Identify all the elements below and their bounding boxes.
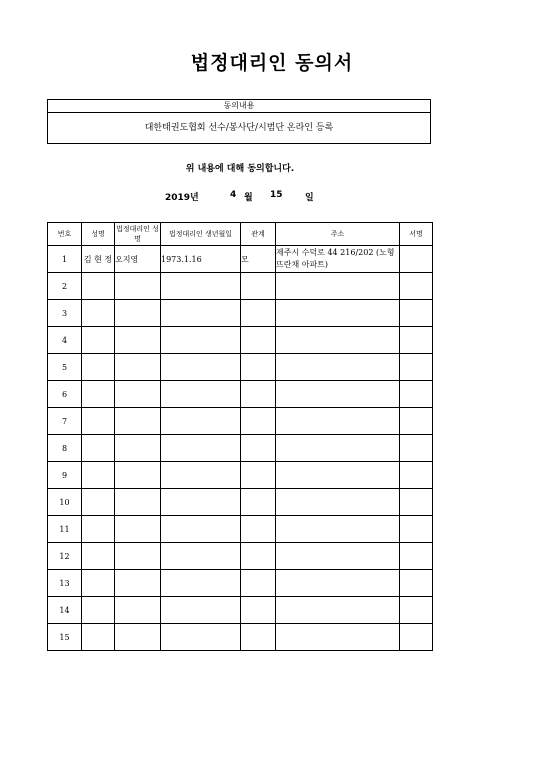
student-name-cell [82,435,115,462]
row-number-cell: 12 [48,543,82,570]
relation-cell [241,300,276,327]
relation-cell [241,489,276,516]
guardian-birthdate-cell [161,300,241,327]
address-cell [276,327,400,354]
guardian-birthdate-cell [161,435,241,462]
student-name-cell: 김 현 정 [82,246,115,273]
guardian-name-cell [115,381,161,408]
address-cell [276,354,400,381]
guardian-name-cell [115,435,161,462]
table-row [48,462,433,489]
relation-cell [241,597,276,624]
document-title: 법정대리인 동의서 [190,52,354,74]
row-number-cell: 4 [48,327,82,354]
table-row [48,327,433,354]
signature-cell [400,300,433,327]
guardian-birthdate-cell [161,327,241,354]
guardian-name-cell [115,624,161,651]
signature-cell [400,489,433,516]
table-row [48,624,433,651]
table-row [48,516,433,543]
student-name-cell [82,489,115,516]
row-number-cell: 1 [48,246,82,273]
date-day: 15 [270,190,283,200]
row-number-cell: 15 [48,624,82,651]
guardian-name-cell [115,354,161,381]
guardian-birthdate-cell [161,408,241,435]
signature-cell [400,246,433,273]
relation-cell [241,327,276,354]
consent-box [47,99,431,144]
row-number-cell: 5 [48,354,82,381]
address-cell [276,381,400,408]
guardian-table [47,222,433,651]
address-cell [276,516,400,543]
guardian-name-cell [115,597,161,624]
relation-cell [241,516,276,543]
address-cell [276,273,400,300]
relation-cell [241,570,276,597]
agree-statement: 위 내용에 대해 동의합니다. [185,164,295,174]
row-number-cell: 3 [48,300,82,327]
relation-cell [241,624,276,651]
guardian-name-cell [115,570,161,597]
guardian-name-cell [115,462,161,489]
address-cell [276,408,400,435]
date-day-unit: 일 [305,193,314,203]
guardian-birthdate-cell [161,462,241,489]
table-header-row [48,223,433,246]
guardian-name-cell [115,489,161,516]
signature-cell [400,570,433,597]
date-month: 4 [230,190,237,200]
guardian-birthdate-cell [161,624,241,651]
header-name: 성명 [82,223,115,246]
signature-cell [400,624,433,651]
signature-cell [400,273,433,300]
header-relation: 관계 [241,223,276,246]
row-number-cell: 9 [48,462,82,489]
row-number-cell: 10 [48,489,82,516]
date-month-unit: 월 [244,193,253,203]
student-name-cell [82,462,115,489]
guardian-birthdate-cell [161,273,241,300]
table-row [48,300,433,327]
relation-cell [241,435,276,462]
row-number-cell: 14 [48,597,82,624]
row-number-cell: 6 [48,381,82,408]
address-cell [276,570,400,597]
table-row [48,354,433,381]
relation-cell [241,543,276,570]
header-guardian-birth: 법정대리인 생년월일 [161,223,241,246]
address-cell [276,435,400,462]
signature-cell [400,408,433,435]
guardian-birthdate-cell [161,597,241,624]
guardian-name-cell [115,408,161,435]
table-row [48,435,433,462]
header-address: 주소 [276,223,400,246]
address-cell [276,489,400,516]
table-body [48,246,433,651]
row-number-cell: 8 [48,435,82,462]
guardian-name-cell [115,543,161,570]
table-row [48,597,433,624]
address-cell [276,300,400,327]
row-number-cell: 2 [48,273,82,300]
guardian-birthdate-cell: 1973.1.16 [161,246,241,273]
guardian-birthdate-cell [161,381,241,408]
student-name-cell [82,597,115,624]
table-row [48,273,433,300]
relation-cell [241,273,276,300]
guardian-birthdate-cell [161,570,241,597]
table-row [48,381,433,408]
row-number-cell: 7 [48,408,82,435]
consent-header: 동의내용 [48,100,430,113]
header-signature: 서명 [400,223,433,246]
relation-cell [241,462,276,489]
student-name-cell [82,300,115,327]
date-year: 2019년 [165,193,199,203]
signature-cell [400,354,433,381]
address-cell [276,624,400,651]
header-guardian-name: 법정대리인 성명 [115,223,161,246]
signature-cell [400,543,433,570]
guardian-name-cell [115,516,161,543]
table-row [48,543,433,570]
signature-cell [400,516,433,543]
guardian-name-cell [115,327,161,354]
student-name-cell [82,354,115,381]
student-name-cell [82,516,115,543]
relation-cell [241,354,276,381]
table-row [48,489,433,516]
row-number-cell: 11 [48,516,82,543]
student-name-cell [82,381,115,408]
signature-cell [400,327,433,354]
relation-cell [241,381,276,408]
consent-content: 대한태권도협회 선수/봉사단/시범단 온라인 등록 [144,123,334,133]
row-number-cell: 13 [48,570,82,597]
student-name-cell [82,273,115,300]
guardian-birthdate-cell [161,516,241,543]
student-name-cell [82,624,115,651]
address-cell [276,597,400,624]
signature-cell [400,597,433,624]
table-row [48,246,433,273]
signature-cell [400,381,433,408]
guardian-name-cell [115,273,161,300]
table-row [48,408,433,435]
guardian-birthdate-cell [161,489,241,516]
guardian-name-cell [115,300,161,327]
table-row [48,570,433,597]
guardian-birthdate-cell [161,543,241,570]
address-cell [276,462,400,489]
address-cell [276,543,400,570]
guardian-name-cell: 오지영 [115,246,161,273]
relation-cell [241,408,276,435]
student-name-cell [82,327,115,354]
student-name-cell [82,543,115,570]
relation-cell: 모 [241,246,276,273]
guardian-birthdate-cell [161,354,241,381]
signature-cell [400,435,433,462]
student-name-cell [82,570,115,597]
student-name-cell [82,408,115,435]
address-cell: 제주시 수덕로 44 216/202 (노형뜨란채 아파트) [276,246,400,273]
signature-cell [400,462,433,489]
header-number: 번호 [48,223,82,246]
